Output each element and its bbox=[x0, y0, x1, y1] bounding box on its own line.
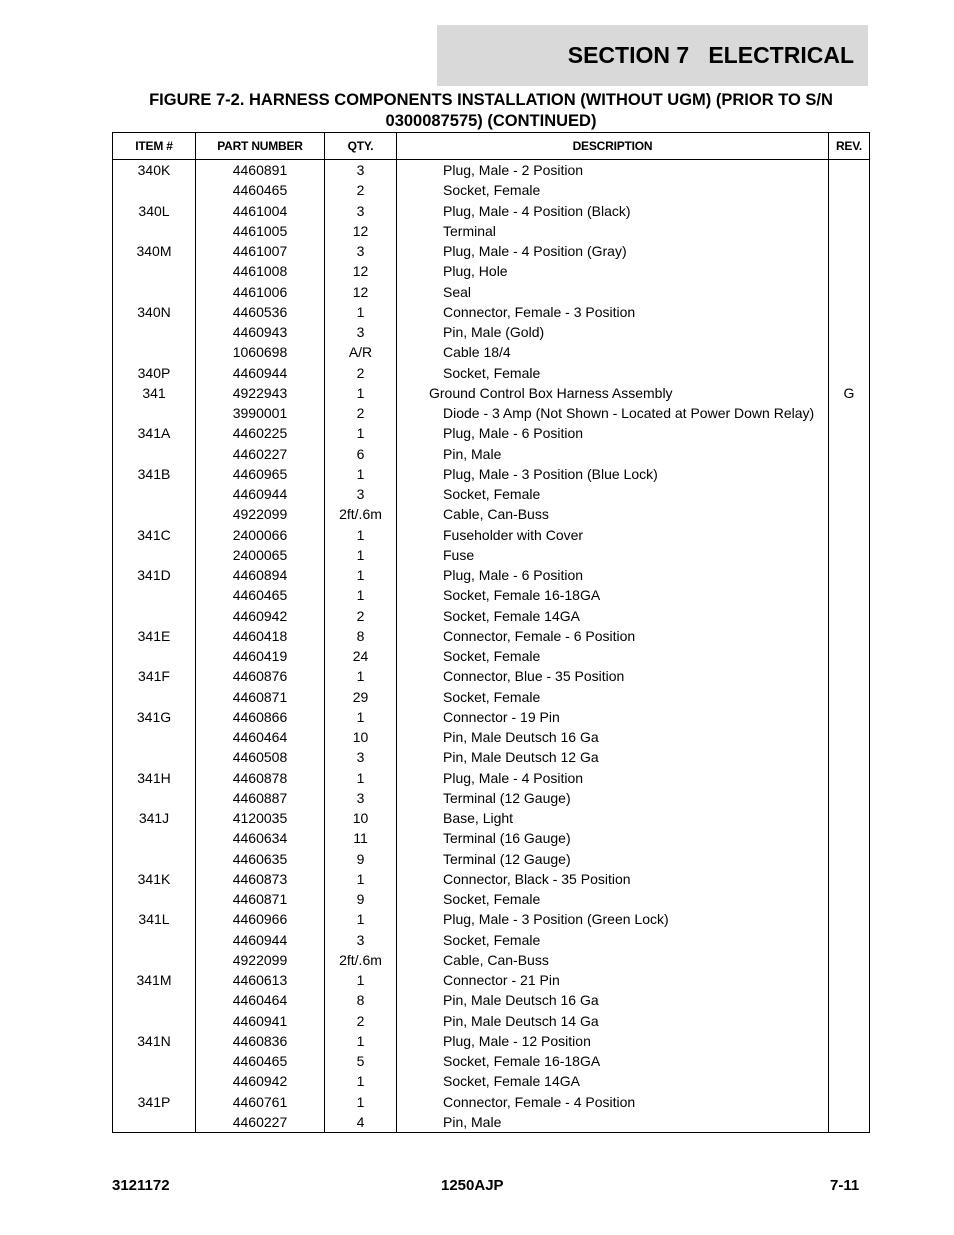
cell-item-number: 340M bbox=[136, 243, 172, 259]
cell-description: Cable 18/4 bbox=[443, 344, 511, 361]
cell-part-number: 4460876 bbox=[232, 668, 288, 685]
cell-item-number: 340P bbox=[137, 364, 171, 381]
cell-description: Diode - 3 Amp (Not Shown - Located at Power Down Relay) bbox=[443, 405, 815, 421]
cell-part-number: 2400065 bbox=[232, 546, 288, 563]
cell-description: Pin, Male Deutsch 14 Ga bbox=[443, 1012, 599, 1029]
cell-quantity: 29 bbox=[352, 688, 369, 705]
cell-quantity: 10 bbox=[352, 810, 369, 826]
cell-description: Seal bbox=[443, 283, 472, 300]
table-header bbox=[113, 133, 869, 160]
table-row bbox=[113, 1071, 869, 1091]
cell-quantity: 3 bbox=[356, 202, 365, 219]
cell-description: Plug, Male - 6 Position bbox=[443, 425, 584, 442]
table-row bbox=[113, 930, 869, 950]
cell-part-number: 2400066 bbox=[232, 526, 288, 543]
cell-part-number: 4460635 bbox=[232, 850, 288, 867]
table-row bbox=[113, 909, 869, 929]
cell-quantity: 1 bbox=[356, 911, 365, 928]
cell-quantity: 3 bbox=[356, 749, 365, 766]
table-row bbox=[113, 687, 869, 707]
cell-item-number: 341E bbox=[137, 627, 171, 644]
cell-quantity: 1 bbox=[356, 303, 365, 320]
cell-quantity: 1 bbox=[356, 1093, 365, 1110]
cell-description: Pin, Male (Gold) bbox=[443, 324, 545, 340]
cell-description: Connector - 19 Pin bbox=[443, 708, 560, 725]
cell-part-number: 4460418 bbox=[232, 627, 288, 644]
cell-description: Socket, Female bbox=[443, 364, 541, 381]
cell-quantity: 2 bbox=[356, 182, 365, 199]
cell-part-number: 4460464 bbox=[232, 729, 288, 745]
cell-part-number: 4461006 bbox=[232, 283, 288, 300]
table-row bbox=[113, 282, 869, 302]
table-row bbox=[113, 666, 869, 686]
cell-quantity: 1 bbox=[356, 587, 365, 604]
table-row bbox=[113, 1051, 869, 1071]
table-row bbox=[113, 180, 869, 200]
cell-description: Socket, Female 14GA bbox=[443, 1073, 580, 1090]
cell-part-number: 4922099 bbox=[232, 951, 288, 968]
cell-part-number: 4461007 bbox=[232, 243, 288, 259]
cell-item-number: 341D bbox=[137, 567, 171, 583]
table-row bbox=[113, 504, 869, 524]
section-banner bbox=[437, 25, 868, 86]
cell-quantity: 1 bbox=[356, 1073, 365, 1090]
cell-part-number: 3990001 bbox=[232, 405, 288, 421]
cell-description: Socket, Female bbox=[443, 931, 541, 948]
cell-quantity: 12 bbox=[352, 283, 369, 300]
cell-item-number: 340L bbox=[138, 202, 170, 219]
table-row bbox=[113, 1011, 869, 1031]
table-row bbox=[113, 828, 869, 848]
cell-part-number: 4460871 bbox=[232, 891, 288, 907]
cell-description: Cable, Can-Buss bbox=[443, 951, 549, 968]
cell-part-number: 4460464 bbox=[232, 992, 288, 1009]
table-row bbox=[113, 221, 869, 241]
cell-part-number: 4460634 bbox=[232, 830, 288, 847]
cell-quantity: 2ft/.6m bbox=[339, 506, 382, 523]
cell-part-number: 4460944 bbox=[232, 486, 288, 502]
cell-part-number: 4922099 bbox=[232, 506, 288, 523]
table-row bbox=[113, 302, 869, 322]
cell-part-number: 4460944 bbox=[232, 364, 288, 381]
cell-item-number: 341A bbox=[137, 425, 171, 442]
cell-description: Terminal (12 Gauge) bbox=[443, 789, 571, 806]
cell-part-number: 4460227 bbox=[232, 445, 288, 462]
cell-description: Plug, Male - 4 Position bbox=[443, 769, 584, 786]
cell-quantity: 2 bbox=[356, 1012, 365, 1029]
column-header-description: DESCRIPTION bbox=[572, 139, 653, 153]
cell-quantity: 11 bbox=[353, 830, 368, 847]
table-row bbox=[113, 342, 869, 362]
cell-quantity: 8 bbox=[356, 627, 365, 644]
cell-description: Base, Light bbox=[443, 810, 514, 826]
cell-description: Ground Control Box Harness Assembly bbox=[429, 384, 673, 401]
cell-part-number: 4460891 bbox=[232, 162, 288, 178]
cell-part-number: 4460873 bbox=[232, 870, 288, 887]
cell-quantity: 12 bbox=[352, 263, 369, 280]
cell-quantity: 5 bbox=[356, 1053, 365, 1069]
cell-item-number: 341J bbox=[138, 810, 170, 826]
cell-quantity: 1 bbox=[356, 546, 365, 563]
cell-part-number: 4460836 bbox=[232, 1032, 288, 1049]
cell-item-number: 341G bbox=[136, 708, 172, 725]
cell-quantity: 9 bbox=[356, 891, 365, 907]
cell-quantity: 3 bbox=[356, 162, 365, 178]
cell-part-number: 4460941 bbox=[232, 1012, 288, 1029]
cell-quantity: 9 bbox=[356, 850, 365, 867]
cell-description: Terminal (16 Gauge) bbox=[443, 830, 571, 847]
cell-part-number: 4460871 bbox=[232, 688, 288, 705]
cell-part-number: 4460887 bbox=[232, 789, 288, 806]
table-body bbox=[113, 160, 869, 1132]
table-row bbox=[113, 808, 869, 828]
table-row bbox=[113, 565, 869, 585]
cell-quantity: 3 bbox=[356, 789, 365, 806]
cell-description: Plug, Male - 4 Position (Gray) bbox=[443, 243, 627, 259]
table-row bbox=[113, 970, 869, 990]
cell-part-number: 4461004 bbox=[232, 202, 288, 219]
cell-quantity: 1 bbox=[356, 870, 365, 887]
cell-part-number: 4460508 bbox=[232, 749, 288, 766]
cell-part-number: 4460419 bbox=[232, 648, 288, 664]
cell-quantity: 1 bbox=[356, 1032, 365, 1049]
cell-description: Connector, Female - 3 Position bbox=[443, 303, 636, 320]
cell-description: Pin, Male Deutsch 12 Ga bbox=[443, 749, 599, 766]
cell-revision: G bbox=[843, 384, 855, 401]
table-row bbox=[113, 444, 869, 464]
table-row bbox=[113, 484, 869, 504]
cell-quantity: 2 bbox=[356, 607, 365, 624]
cell-part-number: 4460942 bbox=[232, 607, 288, 624]
column-header-item: ITEM # bbox=[135, 139, 173, 153]
table-row bbox=[113, 464, 869, 484]
cell-item-number: 341N bbox=[137, 1032, 171, 1049]
cell-quantity: 1 bbox=[356, 465, 365, 482]
column-header-qty: QTY. bbox=[347, 139, 374, 153]
cell-item-number: 340N bbox=[137, 303, 171, 320]
table-row bbox=[113, 1031, 869, 1051]
document-number: 3121172 bbox=[112, 1177, 170, 1194]
cell-part-number: 4460465 bbox=[232, 1053, 288, 1069]
cell-description: Socket, Female 14GA bbox=[443, 607, 580, 624]
cell-description: Fuseholder with Cover bbox=[443, 526, 584, 543]
table-row bbox=[113, 160, 869, 180]
table-row bbox=[113, 241, 869, 261]
cell-description: Socket, Female bbox=[443, 486, 541, 502]
table-row bbox=[113, 747, 869, 767]
cell-quantity: 8 bbox=[356, 992, 365, 1009]
cell-part-number: 4460894 bbox=[232, 567, 288, 583]
cell-quantity: 3 bbox=[356, 486, 365, 502]
cell-quantity: 1 bbox=[356, 526, 365, 543]
cell-quantity: 1 bbox=[356, 567, 365, 583]
figure-title-line-1: FIGURE 7-2. HARNESS COMPONENTS INSTALLATION (WITHOUT UGM) (PRIOR TO S/N bbox=[149, 91, 833, 109]
table-row bbox=[113, 788, 869, 808]
cell-quantity: 2 bbox=[356, 405, 365, 421]
cell-description: Plug, Male - 4 Position (Black) bbox=[443, 202, 631, 219]
cell-quantity: 10 bbox=[352, 729, 369, 745]
cell-description: Socket, Female bbox=[443, 688, 541, 705]
figure-title bbox=[112, 90, 870, 132]
table-row bbox=[113, 261, 869, 281]
cell-quantity: 1 bbox=[356, 384, 365, 401]
cell-description: Socket, Female 16-18GA bbox=[443, 587, 601, 604]
table-row bbox=[113, 869, 869, 889]
cell-quantity: A/R bbox=[348, 344, 373, 361]
page-number: 7-11 bbox=[830, 1177, 860, 1194]
cell-item-number: 340K bbox=[137, 162, 171, 178]
cell-quantity: 2ft/.6m bbox=[339, 951, 382, 968]
cell-item-number: 341 bbox=[142, 384, 166, 401]
cell-description: Connector, Female - 4 Position bbox=[443, 1093, 636, 1110]
cell-part-number: 4460761 bbox=[232, 1093, 288, 1110]
cell-part-number: 4460943 bbox=[232, 324, 288, 340]
table-row bbox=[113, 849, 869, 869]
cell-part-number: 4922943 bbox=[232, 384, 288, 401]
table-row bbox=[113, 727, 869, 747]
table-row bbox=[113, 626, 869, 646]
cell-quantity: 3 bbox=[356, 324, 365, 340]
table-row bbox=[113, 525, 869, 545]
cell-description: Plug, Male - 3 Position (Blue Lock) bbox=[443, 465, 658, 482]
column-header-rev: REV. bbox=[835, 139, 863, 153]
cell-quantity: 1 bbox=[356, 425, 365, 442]
cell-quantity: 4 bbox=[356, 1113, 365, 1130]
cell-description: Pin, Male bbox=[443, 445, 502, 462]
table-row bbox=[113, 383, 869, 403]
cell-description: Socket, Female 16-18GA bbox=[443, 1053, 601, 1069]
cell-part-number: 4461008 bbox=[232, 263, 288, 280]
cell-part-number: 4120035 bbox=[232, 810, 288, 826]
cell-description: Connector - 21 Pin bbox=[443, 972, 560, 988]
parts-table bbox=[112, 132, 870, 1133]
cell-description: Socket, Female bbox=[443, 648, 541, 664]
table-row bbox=[113, 545, 869, 565]
cell-part-number: 4460942 bbox=[232, 1073, 288, 1090]
cell-part-number: 4460944 bbox=[232, 931, 288, 948]
cell-description: Fuse bbox=[443, 546, 475, 563]
section-title: SECTION 7 ELECTRICAL bbox=[567, 42, 854, 68]
cell-quantity: 24 bbox=[352, 648, 369, 664]
cell-item-number: 341F bbox=[138, 668, 170, 685]
column-header-part-number: PART NUMBER bbox=[217, 139, 303, 153]
cell-description: Plug, Hole bbox=[443, 263, 508, 280]
cell-part-number: 4460966 bbox=[232, 911, 288, 928]
cell-part-number: 4460536 bbox=[232, 303, 288, 320]
cell-part-number: 1060698 bbox=[232, 344, 288, 361]
table-row bbox=[113, 646, 869, 666]
cell-quantity: 3 bbox=[356, 931, 365, 948]
cell-description: Terminal bbox=[443, 222, 496, 239]
cell-part-number: 4460965 bbox=[232, 465, 288, 482]
cell-description: Plug, Male - 6 Position bbox=[443, 567, 584, 583]
table-row bbox=[113, 768, 869, 788]
cell-part-number: 4461005 bbox=[232, 222, 288, 239]
cell-quantity: 1 bbox=[356, 972, 365, 988]
cell-quantity: 12 bbox=[352, 222, 369, 239]
cell-description: Terminal (12 Gauge) bbox=[443, 850, 571, 867]
table-row bbox=[113, 585, 869, 605]
table-row bbox=[113, 322, 869, 342]
figure-title-line-2: 0300087575) (CONTINUED) bbox=[385, 112, 597, 130]
cell-item-number: 341K bbox=[137, 870, 171, 887]
table-row bbox=[113, 1112, 869, 1132]
cell-description: Connector, Black - 35 Position bbox=[443, 870, 631, 887]
cell-quantity: 1 bbox=[356, 708, 365, 725]
table-row bbox=[113, 990, 869, 1010]
cell-item-number: 341C bbox=[137, 526, 171, 543]
cell-description: Pin, Male bbox=[443, 1113, 502, 1130]
cell-quantity: 3 bbox=[356, 243, 365, 259]
table-row bbox=[113, 1092, 869, 1112]
table-row bbox=[113, 707, 869, 727]
table-row bbox=[113, 403, 869, 423]
table-row bbox=[113, 201, 869, 221]
cell-description: Pin, Male Deutsch 16 Ga bbox=[443, 729, 599, 745]
cell-description: Connector, Blue - 35 Position bbox=[443, 668, 625, 685]
cell-quantity: 6 bbox=[356, 445, 365, 462]
table-row bbox=[113, 363, 869, 383]
cell-part-number: 4460465 bbox=[232, 587, 288, 604]
cell-item-number: 341L bbox=[138, 911, 170, 928]
table-row bbox=[113, 606, 869, 626]
cell-part-number: 4460866 bbox=[232, 708, 288, 725]
table-row bbox=[113, 423, 869, 443]
cell-item-number: 341B bbox=[137, 465, 171, 482]
table-row bbox=[113, 889, 869, 909]
cell-part-number: 4460878 bbox=[232, 769, 288, 786]
cell-part-number: 4460227 bbox=[232, 1113, 288, 1130]
cell-description: Cable, Can-Buss bbox=[443, 506, 549, 523]
cell-item-number: 341P bbox=[137, 1093, 171, 1110]
cell-description: Pin, Male Deutsch 16 Ga bbox=[443, 992, 599, 1009]
cell-quantity: 2 bbox=[356, 364, 365, 381]
cell-description: Plug, Male - 3 Position (Green Lock) bbox=[443, 911, 669, 928]
cell-item-number: 341H bbox=[137, 769, 171, 786]
table-row bbox=[113, 950, 869, 970]
model-number: 1250AJP bbox=[441, 1177, 504, 1194]
cell-quantity: 1 bbox=[356, 668, 365, 685]
cell-description: Plug, Male - 2 Position bbox=[443, 162, 584, 178]
cell-part-number: 4460225 bbox=[232, 425, 288, 442]
cell-item-number: 341M bbox=[136, 972, 172, 988]
cell-description: Connector, Female - 6 Position bbox=[443, 627, 636, 644]
cell-description: Plug, Male - 12 Position bbox=[443, 1032, 591, 1049]
cell-part-number: 4460613 bbox=[232, 972, 288, 988]
cell-part-number: 4460465 bbox=[232, 182, 288, 199]
cell-description: Socket, Female bbox=[443, 182, 541, 199]
cell-quantity: 1 bbox=[356, 769, 365, 786]
cell-description: Socket, Female bbox=[443, 891, 541, 907]
